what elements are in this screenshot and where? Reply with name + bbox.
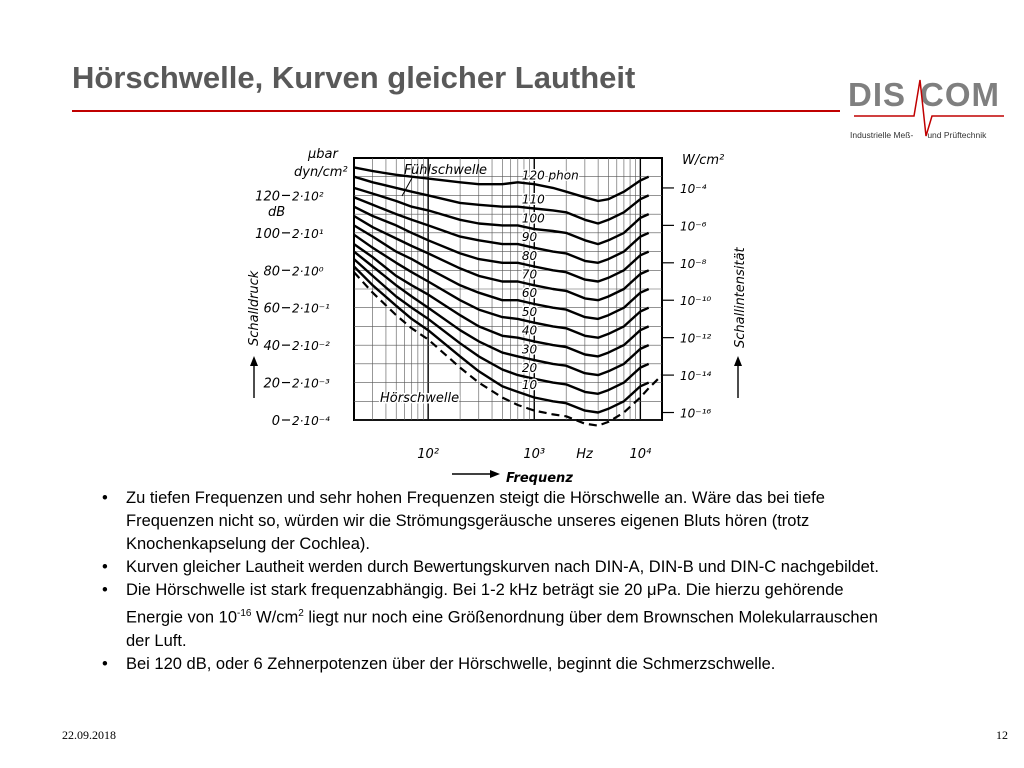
y-tick-label-pressure: 2·10⁻⁴ <box>292 414 330 428</box>
annotation-hoerschwelle: Hörschwelle <box>380 391 460 406</box>
y-tick-label-intensity: 10⁻¹⁶ <box>680 406 712 421</box>
x-tick-label: 10³ <box>523 447 546 462</box>
x-unit-label: Hz <box>576 447 593 462</box>
y-tick-label-intensity: 10⁻⁶ <box>680 219 707 234</box>
y-axis-arrowhead-right <box>734 356 742 366</box>
y-tick-label-db: 100 <box>255 226 280 242</box>
logo-right-text: COM <box>920 76 1001 113</box>
y-unit-pressure-cgs: dyn/cm² <box>294 165 348 180</box>
y-axis-arrowhead-left <box>250 356 258 366</box>
x-axis-title: Frequenz <box>506 471 573 486</box>
curve-label: 60 <box>521 286 538 301</box>
y-unit-db: dB <box>268 205 286 220</box>
footer-page-number: 12 <box>996 728 1008 742</box>
x-tick-label: 10⁴ <box>629 447 652 462</box>
bullet-text-mu: μ <box>646 581 657 599</box>
y-tick-label-intensity: 10⁻⁸ <box>680 256 707 271</box>
bullet-superscript: -16 <box>237 608 252 619</box>
annotation-leader <box>402 178 412 196</box>
bullet-list <box>100 487 900 676</box>
logo-subtitle-right: und Prüftechnik <box>927 130 987 140</box>
y-tick-label-pressure: 2·10⁰ <box>292 264 324 279</box>
bullet-text: Kurven gleicher Lautheit werden durch Bewertungskurven nach DIN-A, DIN-B und DIN-C nachgebildet. <box>126 558 879 576</box>
y-tick-label-intensity: 10⁻¹⁰ <box>680 294 712 309</box>
bullet-item <box>100 487 900 556</box>
curve-label: 70 <box>521 267 538 282</box>
curve-label: 80 <box>521 248 538 263</box>
logo-left-text: DIS <box>848 76 907 113</box>
logo-subtitle-left: Industrielle Meß- <box>850 130 914 140</box>
title-underline <box>72 110 840 112</box>
y-tick-label-db: 60 <box>263 301 280 317</box>
bullet-text: Pa. Die hierzu gehörende Energie von 10 <box>126 581 844 627</box>
y-tick-label-pressure: 2·10⁻¹ <box>292 301 330 316</box>
equal-loudness-chart <box>232 136 752 488</box>
curve-label: 50 <box>521 304 538 319</box>
y-tick-label-pressure: 2·10⁻² <box>292 339 330 354</box>
y-tick-label-intensity: 10⁻¹² <box>680 331 712 346</box>
discom-logo <box>840 72 1010 142</box>
bullet-item <box>100 653 900 676</box>
curve-label: 110 <box>521 192 545 207</box>
y-tick-label-intensity: 10⁻¹⁴ <box>680 369 712 384</box>
curve-label: 30 <box>521 342 538 357</box>
curve-label: 90 <box>521 230 538 245</box>
y-tick-label-db: 80 <box>263 264 280 280</box>
bullet-text: W/cm <box>251 608 299 627</box>
x-tick-label: 10² <box>417 447 440 462</box>
slide-title: Hörschwelle, Kurven gleicher Lautheit <box>72 60 636 95</box>
footer-date: 22.09.2018 <box>62 728 116 742</box>
y-tick-label-db: 120 <box>255 189 280 205</box>
bullet-item <box>100 579 900 653</box>
curve-label: 120 phon <box>521 168 579 183</box>
y-tick-label-pressure: 2·10² <box>292 189 324 204</box>
logo-subtitle <box>850 130 986 140</box>
bullet-superscript: 2 <box>298 608 304 619</box>
y-tick-label-intensity: 10⁻⁴ <box>680 181 707 196</box>
annotation-fuehlschwelle: Fühlschwelle <box>404 163 488 178</box>
bullet-text: Zu tiefen Frequenzen und sehr hohen Frequenzen steigt die Hörschwelle an. Wäre das bei tiefe Frequenzen nicht so, würden wir die Strömungsgeräusche unseres eigenen Bluts hören (trotz Knochenkapselung der Cochlea). <box>126 489 825 553</box>
curve-label: 20 <box>521 361 538 376</box>
bullet-item <box>100 556 900 579</box>
y-unit-pressure: μbar <box>308 147 338 162</box>
chart-svg <box>232 136 752 488</box>
curve-label: 10 <box>521 377 538 392</box>
bullet-text: Die Hörschwelle ist stark frequenzabhängig. Bei 1-2 kHz beträgt sie 20 <box>126 581 647 599</box>
bullet-text: Bei 120 dB, oder 6 Zehnerpotenzen über der Hörschwelle, beginnt die Schmerzschwelle. <box>126 654 776 673</box>
curve-label: 100 <box>521 211 545 226</box>
y-tick-label-pressure: 2·10¹ <box>292 226 324 241</box>
y-axis-title-left: Schalldruck <box>247 270 262 346</box>
loudness-curve <box>354 167 649 201</box>
y-unit-intensity: W/cm² <box>682 153 725 168</box>
curve-label: 40 <box>521 323 538 338</box>
y-tick-label-db: 40 <box>263 339 280 355</box>
y-tick-label-db: 0 <box>271 414 280 429</box>
bullet-text: liegt nur noch eine Größenordnung über dem Brownschen Molekularrauschen der Luft. <box>126 608 878 650</box>
y-axis-title-right: Schallintensität <box>733 247 748 348</box>
y-tick-label-db: 20 <box>263 376 280 392</box>
x-axis-arrowhead <box>490 470 500 478</box>
y-tick-label-pressure: 2·10⁻³ <box>292 376 330 391</box>
